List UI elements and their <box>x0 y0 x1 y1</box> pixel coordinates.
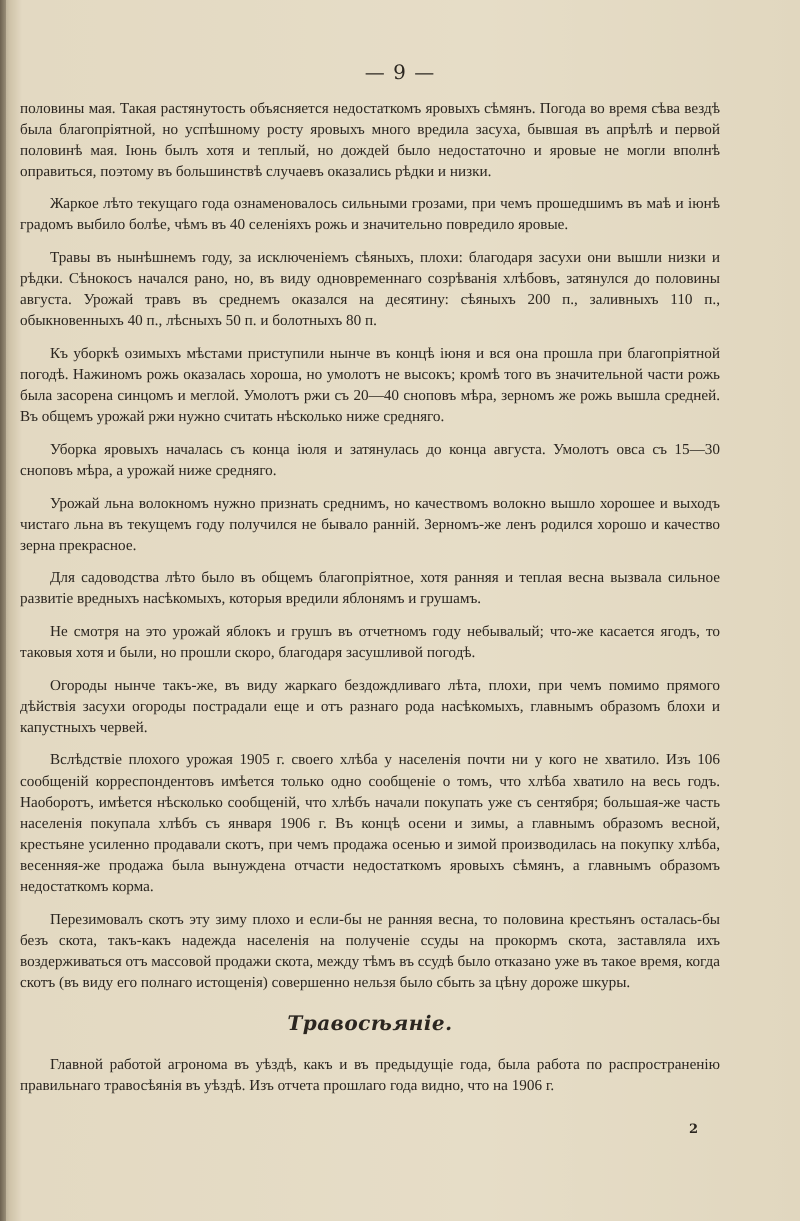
paragraph: Перезимовалъ скотъ эту зиму плохо и если-бы не ранняя весна, то половина крестьянъ осталась-бы безъ скота, такъ-какъ надежда населенія на полученіе ссуды на прокормъ скота, заставляла ихъ воздерживаться отъ массовой продажи скота, между тѣмъ въ ссудѣ было отказано уже въ такое время, когда скотъ (въ виду его полнаго истощенія) совершенно нельзя было сбыть за цѣну дороже шкуры. <box>20 910 720 991</box>
paragraph: Огороды нынче такъ-же, въ виду жаркаго бездождливаго лѣта, плохи, при чемъ помимо прямого дѣйствія засухи огороды пострадали еще и отъ разнаго рода насѣкомыхъ, главнымъ образомъ блохи и капустныхъ червей. <box>20 676 720 736</box>
paragraph: половины мая. Такая растянутость объясняется недостаткомъ яровыхъ сѣмянъ. Погода во время сѣва вездѣ была благопріятной, но успѣшному росту яровыхъ много вредила засуха, бывшая въ апрѣлѣ и первой половинѣ мая. Іюнь былъ хотя и теплый, но дождей было недостаточно и яровые не могли вполнѣ оправиться, поэтому въ большинствѣ случаевъ оказались рѣдки и низки. <box>20 100 720 181</box>
book-spine-shadow <box>0 0 6 1221</box>
paragraph: Уборка яровыхъ началась съ конца іюля и затянулась до конца августа. Умолотъ овса съ 15—30 сноповъ мѣра, а урожай ниже средняго. <box>20 440 720 479</box>
paragraph: Главной работой агронома въ уѣздѣ, какъ и въ предыдущіе года, была работа по распространенію правильнаго травосѣянія въ уѣздѣ. Изъ отчета прошлаго года видно, что на 1906 г. <box>20 1056 720 1095</box>
page-number: — 9 — <box>364 60 436 84</box>
paragraph: Для садоводства лѣто было въ общемъ благопріятное, хотя ранняя и теплая весна вызвала сильное развитіе вредныхъ насѣкомыхъ, которыя вредили яблонямъ и грушамъ. <box>20 569 720 608</box>
paragraph: Жаркое лѣто текущаго года ознаменовалось сильными грозами, при чемъ прошедшимъ въ маѣ и іюнѣ градомъ выбило болѣе, чѣмъ въ 40 селеніяхъ рожь и значительно повредило яровые. <box>20 195 720 234</box>
paragraph: Къ уборкѣ озимыхъ мѣстами приступили нынче въ концѣ іюня и вся она прошла при благопріятной погодѣ. Нажиномъ рожь оказалась хороша, но умолотъ не высокъ; кромѣ того въ значительной части рожь была засорена синцомъ и меглой. Умолотъ ржи съ 20—40 сноповъ мѣра, зерномъ же рожь вышла средней. Въ общемъ урожай ржи нужно считать нѣсколько ниже средняго. <box>20 344 720 426</box>
paragraph: Вслѣдствіе плохого урожая 1905 г. своего хлѣба у населенія почти ни у кого не хватило. Изъ 106 сообщеній корреспондентовъ имѣется только одно сообщеніе о томъ, что хлѣба хватило на весь годъ. Наоборотъ, имѣется нѣсколько сообщеній, что хлѣбъ начали покупать уже съ сентября; большая-же часть населенія покупала хлѣбъ съ января 1906 г. Въ концѣ осени и зимы, а главнымъ образомъ весной, крестьяне усиленно продавали скотъ, при чемъ продажа осенью и зимой производилась на покупку хлѣба, весенняя-же продажа была вынуждена отчасти недостаткомъ яровыхъ сѣмянъ, а главнымъ образомъ недостаткомъ корма. <box>20 751 720 895</box>
signature-mark: 2 <box>688 1122 698 1137</box>
body-text <box>20 98 720 1108</box>
paragraph: Урожай льна волокномъ нужно признать среднимъ, но качествомъ волокно вышло хорошее и выходъ чистаго льна въ текущемъ году получился не бывало ранній. Зерномъ-же ленъ родился хорошо и качество зерна прекрасное. <box>20 494 720 554</box>
paragraph: Не смотря на это урожай яблокъ и грушъ въ отчетномъ году небывалый; что-же касается ягодъ, то таковыя хотя и были, но прошли скоро, благодаря засушливой погодѣ. <box>20 622 720 662</box>
paragraph: Травы въ нынѣшнемъ году, за исключеніемъ сѣяныхъ, плохи: благодаря засухи они вышли низки и рѣдки. Сѣнокосъ начался рано, но, въ виду одновременнаго созрѣванія хлѣбовъ, затянулся до половины августа. Урожай травъ въ среднемъ оказался на десятину: сѣяныхъ 200 п., заливныхъ 110 п., обыкновенныхъ 40 п., лѣсныхъ 50 п. и болотныхъ 80 п. <box>20 249 720 330</box>
section-heading: Травосѣяніе. <box>287 1010 453 1035</box>
